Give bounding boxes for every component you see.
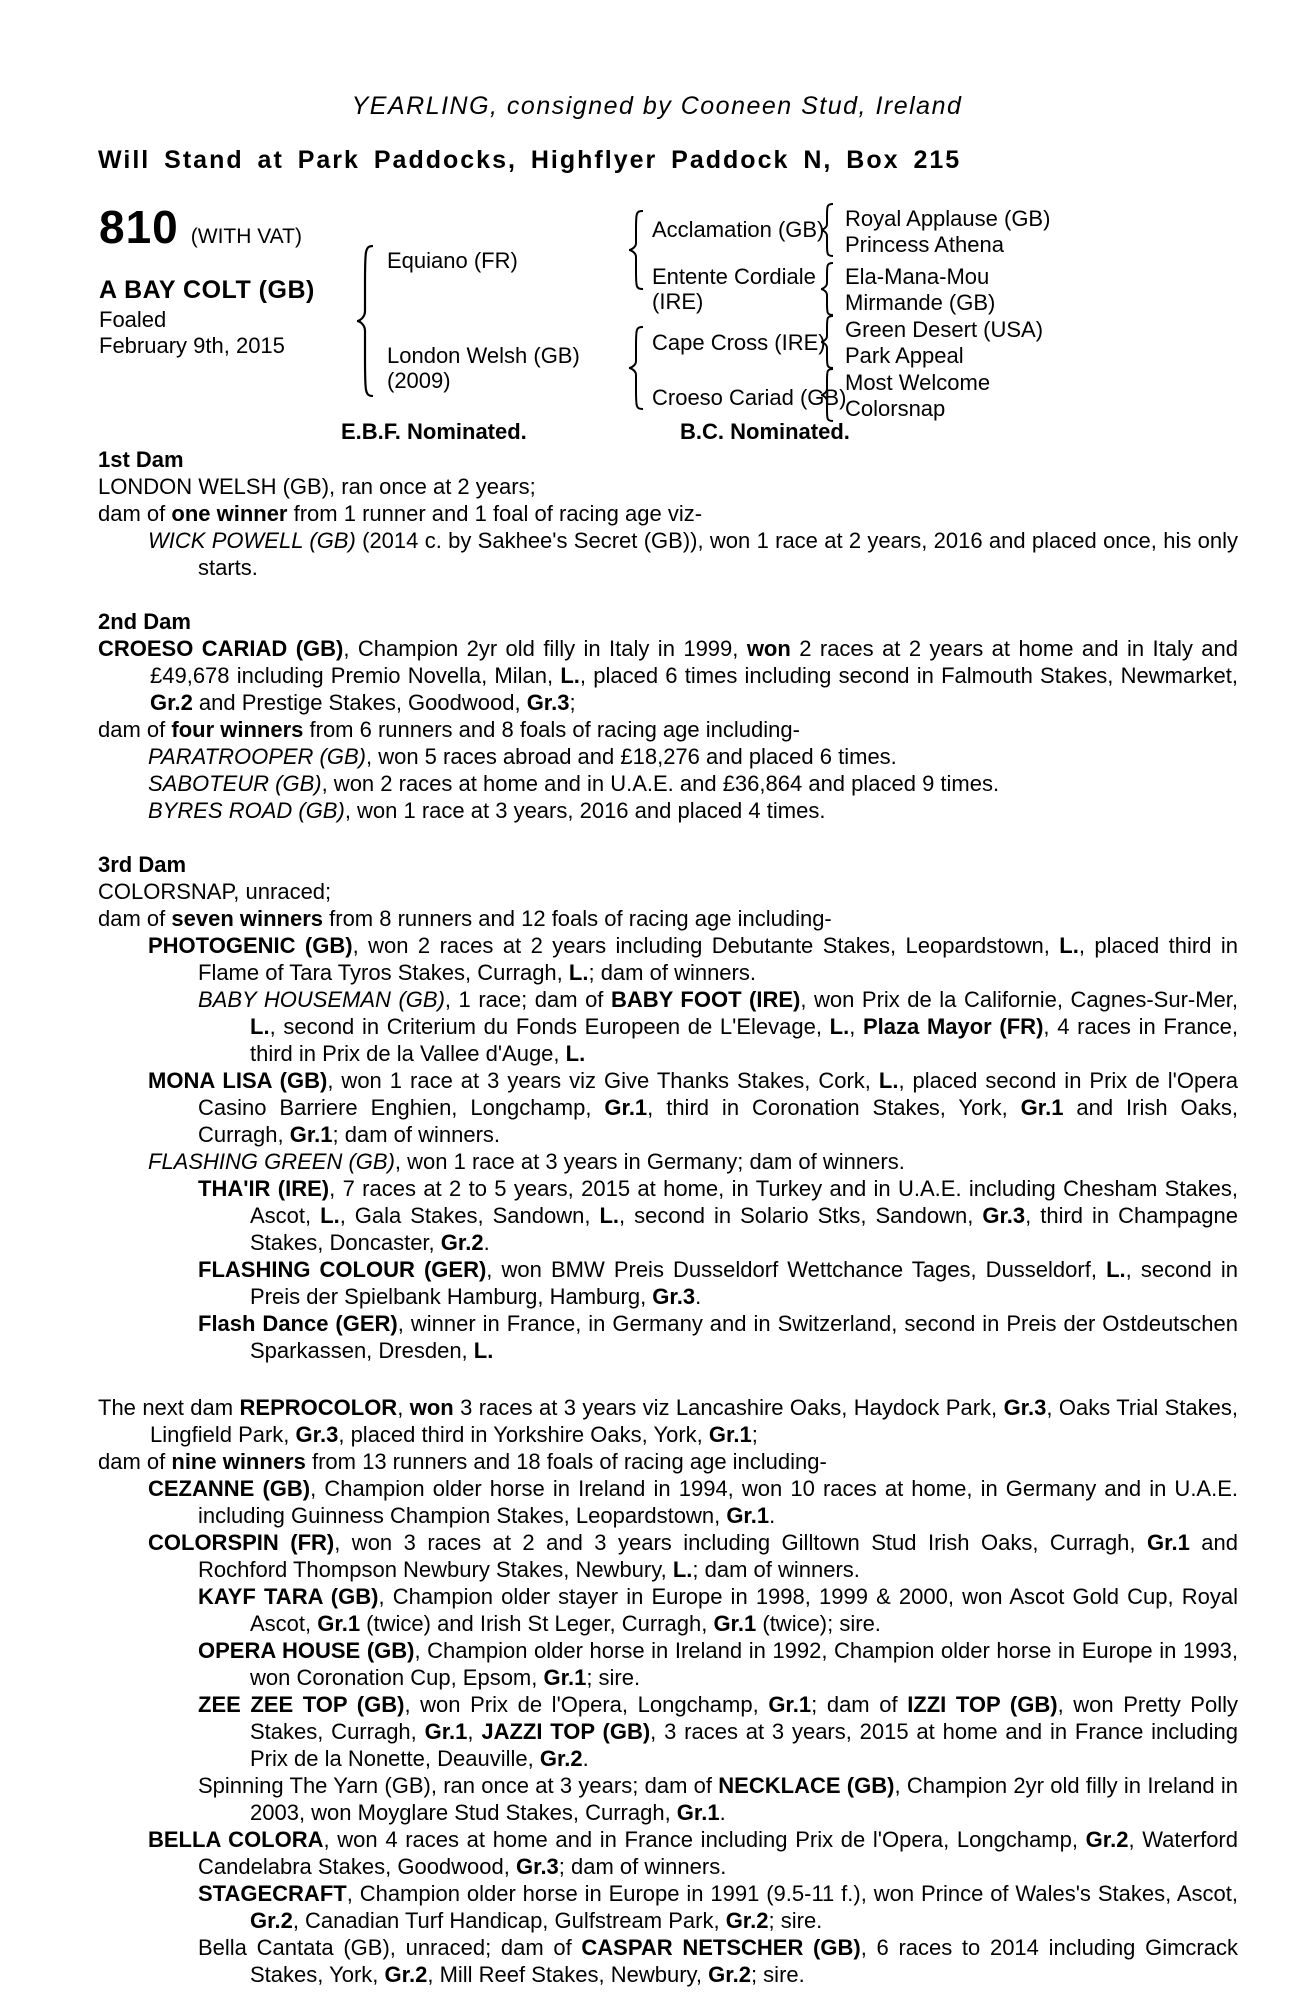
page-title: YEARLING, consigned by Cooneen Stud, Ireland [351, 92, 963, 120]
next-dam-section [98, 1394, 1238, 1988]
catalogue-paragraph: PARATROOPER (GB), won 5 races abroad and £18,276 and placed 6 times. [148, 744, 897, 769]
dam-name-text: London Welsh (GB) [387, 343, 580, 368]
catalogue-paragraph: BABY HOUSEMAN (GB), 1 race; dam of BABY FOOT (IRE), won Prix de la Californie, Cagnes-Sur-Mer, L., second in Criterium du Fonds Europeen de L'Elevage, L., Plaza Mayor (FR), 4 races in France, third in Prix de la Vallee d'Auge, L. [198, 987, 1239, 1066]
gen3-name-5: Green Desert (USA) [845, 317, 1044, 342]
grandsire-name [652, 217, 824, 242]
catalogue-body [98, 446, 1238, 1988]
sire-name [387, 248, 518, 273]
granddam-text-line1: Entente Cordiale [652, 264, 816, 289]
gen3-name-7: Most Welcome [845, 370, 991, 395]
catalogue-paragraph: The next dam REPROCOLOR, won 3 races at 3 years viz Lancashire Oaks, Haydock Park, Gr.3, Oaks Trial Stakes, Lingfield Park, Gr.3, placed third in Yorkshire Oaks, York, Gr.1; [98, 1395, 1238, 1447]
second-dam-paragraphs [98, 635, 1238, 824]
second-dam-name [652, 385, 846, 410]
gen3-name-4: Mirmande (GB) [845, 290, 996, 315]
catalogue-paragraph: Flash Dance (GER), winner in France, in Germany and in Switzerland, second in Preis der Ostdeutschen Sparkassen, Dresden, L. [198, 1311, 1238, 1363]
pedigree-brace-gen2-dam [628, 326, 646, 410]
first-dam-section [98, 446, 1238, 581]
catalogue-paragraph: PHOTOGENIC (GB), won 2 races at 2 years including Debutante Stakes, Leopardstown, L., placed third in Flame of Tara Tyros Stakes, Curragh, L.; dam of winners. [148, 933, 1238, 985]
second-dam-section [98, 608, 1238, 824]
gen3-name-3: Ela-Mana-Mou [845, 264, 990, 289]
dam-year-text: (2009) [387, 368, 451, 393]
catalogue-paragraph: STAGECRAFT, Champion older horse in Europe in 1991 (9.5-11 f.), won Prince of Wales's Stakes, Ascot, Gr.2, Canadian Turf Handicap, Gulfstream Park, Gr.2; sire. [198, 1881, 1238, 1933]
catalogue-paragraph: KAYF TARA (GB), Champion older stayer in Europe in 1998, 1999 & 2000, won Ascot Gold Cup, Royal Ascot, Gr.1 (twice) and Irish St Leger, Curragh, Gr.1 (twice); sire. [198, 1584, 1238, 1636]
pedigree-brace-gen1 [356, 245, 376, 397]
second-dam-text: Croeso Cariad (GB) [652, 385, 847, 410]
stand-location-line: Will Stand at Park Paddocks, Highflyer Paddock N, Box 215 [98, 146, 962, 174]
catalogue-paragraph: BYRES ROAD (GB), won 1 race at 3 years, 2016 and placed 4 times. [148, 798, 826, 823]
ebf-nominated-note: E.B.F. Nominated. [341, 419, 527, 444]
sire-name-text: Equiano (FR) [387, 248, 518, 273]
catalogue-paragraph: SABOTEUR (GB), won 2 races at home and in U.A.E. and £36,864 and placed 9 times. [148, 771, 1000, 796]
second-dam-heading: 2nd Dam [98, 609, 191, 634]
catalogue-paragraph: dam of four winners from 6 runners and 8 foals of racing age including- [98, 717, 800, 742]
granddam-text-line2: (IRE) [652, 289, 704, 314]
catalogue-paragraph: dam of seven winners from 8 runners and 12 foals of racing age including- [98, 906, 832, 931]
foaled-date: February 9th, 2015 [99, 333, 285, 358]
catalogue-paragraph: COLORSPIN (FR), won 3 races at 2 and 3 years including Gilltown Stud Irish Oaks, Curragh, Gr.1 and Rochford Thompson Newbury Stakes, Newbury, L.; dam of winners. [148, 1530, 1238, 1582]
third-dam-paragraphs [98, 878, 1238, 1364]
catalogue-paragraph: WICK POWELL (GB) (2014 c. by Sakhee's Secret (GB)), won 1 race at 2 years, 2016 and placed once, his only starts. [148, 528, 1238, 580]
catalogue-paragraph: CEZANNE (GB), Champion older horse in Ireland in 1994, won 10 races at home, in Germany and in U.A.E. including Guinness Champion Stakes, Leopardstown, Gr.1. [148, 1476, 1238, 1528]
catalogue-paragraph: Spinning The Yarn (GB), ran once at 3 years; dam of NECKLACE (GB), Champion 2yr old filly in Ireland in 2003, won Moyglare Stud Stakes, Curragh, Gr.1. [198, 1773, 1238, 1825]
catalogue-paragraph: Bella Cantata (GB), unraced; dam of CASPAR NETSCHER (GB), 6 races to 2014 including Gimcrack Stakes, York, Gr.2, Mill Reef Stakes, Newbury, Gr.2; sire. [198, 1935, 1238, 1987]
first-dam-heading: 1st Dam [98, 447, 184, 472]
catalogue-paragraph: FLASHING GREEN (GB), won 1 race at 3 years in Germany; dam of winners. [148, 1149, 905, 1174]
lot-header [99, 203, 302, 251]
catalogue-paragraph: BELLA COLORA, won 4 races at home and in France including Prix de l'Opera, Longchamp, Gr.2, Waterford Candelabra Stakes, Goodwood, Gr.3; dam of winners. [148, 1827, 1238, 1879]
gen3-name-6: Park Appeal [845, 343, 964, 368]
catalogue-paragraph: dam of nine winners from 13 runners and 18 foals of racing age including- [98, 1449, 827, 1474]
dam-name [387, 343, 580, 393]
third-dam-heading: 3rd Dam [98, 852, 187, 877]
foaled-label: Foaled [99, 307, 167, 332]
gen3-name-8: Colorsnap [845, 396, 946, 421]
horse-description: A BAY COLT (GB) [99, 276, 315, 304]
bc-nominated-note: B.C. Nominated. [680, 419, 850, 444]
gen3-name-2: Princess Athena [845, 232, 1004, 257]
gen3-name-1: Royal Applause (GB) [845, 206, 1051, 231]
catalogue-paragraph: CROESO CARIAD (GB), Champion 2yr old filly in Italy in 1999, won 2 races at 2 years at home and in Italy and £49,678 including Premio Novella, Milan, L., placed 6 times including second in Falmouth Stakes, Newmarket, Gr.2 and Prestige Stakes, Goodwood, Gr.3; [98, 636, 1238, 715]
catalogue-paragraph: THA'IR (IRE), 7 races at 2 to 5 years, 2015 at home, in Turkey and in U.A.E. including Chesham Stakes, Ascot, L., Gala Stakes, Sandown, L., second in Solario Stks, Sandown, Gr.3, third in Champagne Stakes, Doncaster, Gr.2. [198, 1176, 1238, 1255]
vat-note: (WITH VAT) [190, 225, 302, 248]
damsire-name [652, 330, 826, 355]
catalogue-paragraph: LONDON WELSH (GB), ran once at 2 years; [98, 474, 536, 499]
grandsire-text: Acclamation (GB) [652, 217, 825, 242]
catalogue-paragraph: COLORSNAP, unraced; [98, 879, 332, 904]
pedigree-brace-gen3-2 [820, 262, 836, 316]
third-dam-section [98, 851, 1238, 1364]
lot-number: 810 [99, 201, 179, 253]
pedigree-brace-gen2-sire [628, 210, 646, 290]
granddam-name [652, 264, 816, 314]
catalogue-paragraph: MONA LISA (GB), won 1 race at 3 years viz Give Thanks Stakes, Cork, L., placed second in Prix de l'Opera Casino Barriere Enghien, Longchamp, Gr.1, third in Coronation Stakes, York, Gr.1 and Irish Oaks, Curragh, Gr.1; dam of winners. [148, 1068, 1238, 1147]
catalogue-paragraph: ZEE ZEE TOP (GB), won Prix de l'Opera, Longchamp, Gr.1; dam of IZZI TOP (GB), won Pretty Polly Stakes, Curragh, Gr.1, JAZZI TOP (GB), 3 races at 3 years, 2015 at home and in France including Prix de la Nonette, Deauville, Gr.2. [198, 1692, 1239, 1771]
catalogue-paragraph: FLASHING COLOUR (GER), won BMW Preis Dusseldorf Wettchance Tages, Dusseldorf, L., second in Preis der Spielbank Hamburg, Hamburg, Gr.3. [198, 1257, 1238, 1309]
first-dam-paragraphs [98, 473, 1238, 581]
catalogue-paragraph: OPERA HOUSE (GB), Champion older horse in Ireland in 1992, Champion older horse in Europe in 1993, won Coronation Cup, Epsom, Gr.1; sire. [198, 1638, 1238, 1690]
catalogue-paragraph: dam of one winner from 1 runner and 1 foal of racing age viz- [98, 501, 703, 526]
damsire-text: Cape Cross (IRE) [652, 330, 826, 355]
